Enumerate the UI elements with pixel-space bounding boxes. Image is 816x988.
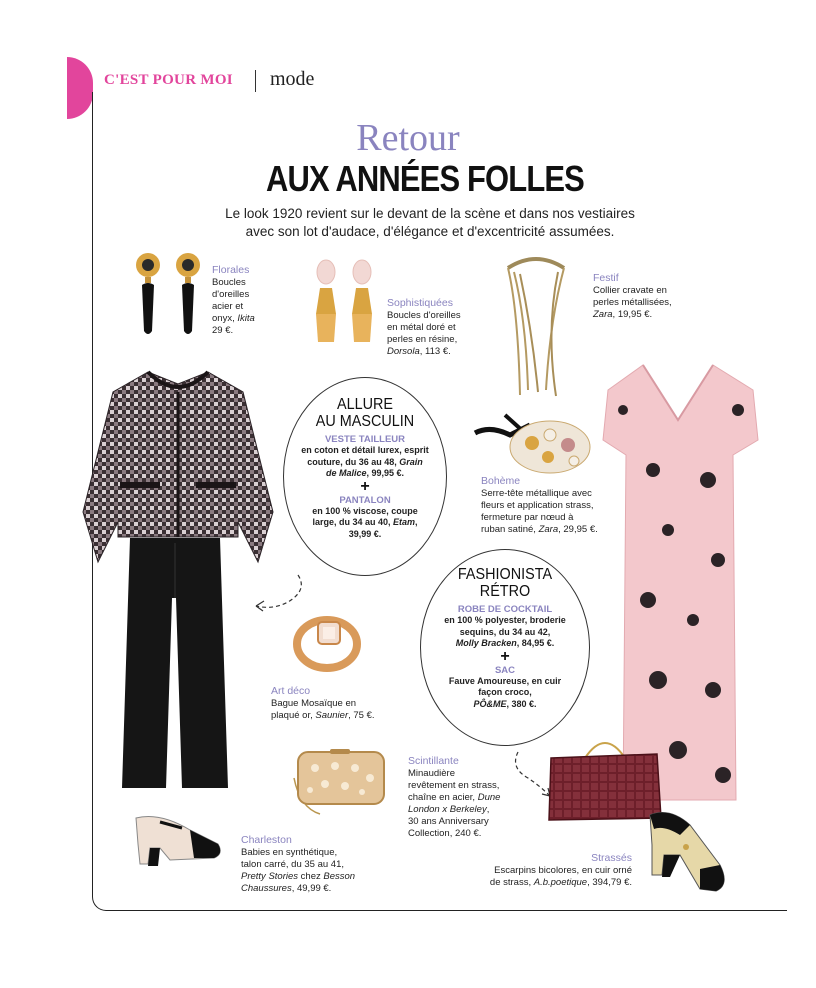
caption-florales: Florales Boucles d'oreilles acier et onyx, Ikita 29 €. — [212, 264, 255, 336]
brand: A.b.poetique — [533, 877, 588, 888]
brand: Pretty Stories — [241, 871, 299, 882]
product-name: Festif — [593, 272, 619, 284]
florales-earrings-image — [130, 245, 210, 340]
festif-necklace-image — [498, 250, 573, 400]
rubric-label: C'EST POUR MOI — [104, 72, 233, 88]
circle-fashionista-retro — [420, 549, 590, 746]
item-label: ROBE DE COCKTAIL — [457, 604, 553, 615]
brand: Zara — [593, 309, 613, 320]
product-name: Florales — [212, 264, 250, 276]
tweed-jacket-image — [78, 362, 278, 567]
rubric-divider — [255, 70, 256, 92]
brand: Dune — [477, 792, 501, 803]
sophistiquees-earrings-image — [310, 258, 380, 358]
intro-line-2: avec son lot d'audace, d'élégance et d'excentricité assumées. — [245, 224, 615, 239]
charleston-babies-image — [130, 808, 225, 868]
caption-art-deco: Art déco Bague Mosaïque en plaqué or, Saunier, 75 €. — [271, 685, 375, 721]
item-description: Fauve Amoureuse, en cuir façon croco, PÔ&ME, 380 €. — [448, 675, 562, 709]
caption-strasses: Strassés Escarpins bicolores, en cuir orné de strass, A.b.poetique, 394,79 €. — [472, 852, 632, 889]
section-tab-marker — [67, 57, 93, 119]
caption-sophistiquees: Sophistiquées Boucles d'oreilles en métal doré et perles en résine, Dorsola, 113 €. — [387, 297, 461, 357]
circle-allure-au-masculin — [283, 377, 447, 576]
product-name: Sophistiquées — [387, 297, 453, 309]
product-name: Bohème — [481, 475, 521, 487]
product-name: Art déco — [271, 685, 311, 697]
plus-sign: + — [360, 477, 370, 495]
item-description: en 100 % viscose, coupe large, du 34 au 40, Etam, 39,99 €. — [312, 505, 418, 539]
item-description: en coton et détail lurex, esprit couture, du 36 au 48, Grain de Malice, 99,95 €. — [301, 445, 429, 478]
dashed-arrow-pointer — [248, 570, 318, 615]
product-name: Scintillante — [408, 755, 459, 767]
brand: Zara — [538, 524, 559, 535]
boheme-headband-image — [470, 405, 595, 480]
caption-boheme: Bohème Serre-tête métallique avec fleurs et application strass, fermeture par nœud à ruban satiné, Zara, 29,95 €. — [481, 475, 598, 535]
brand: Ikita — [237, 313, 255, 324]
wide-trousers-image — [120, 538, 230, 793]
item-label: PANTALON — [339, 494, 391, 506]
plus-sign: + — [500, 647, 510, 665]
caption-charleston: Charleston Babies en synthétique, talon carré, du 35 au 41, Pretty Stories chez Besson Chaussures, 49,99 €. — [241, 834, 356, 894]
section-label: mode — [270, 68, 315, 90]
product-name: Strassés — [591, 852, 632, 864]
product-name: Charleston — [241, 834, 292, 846]
strasses-escarpins-image — [640, 805, 740, 900]
brand: Dorsola — [387, 346, 420, 357]
item-label: VESTE TAILLEUR — [324, 434, 406, 445]
headline-kicker: Retour — [356, 117, 460, 159]
brand: Besson — [323, 871, 356, 882]
circle-title-line-2: RÉTRO — [479, 583, 531, 600]
minaudiere-clutch-image — [290, 748, 390, 818]
brand: London x Berkeley — [408, 804, 487, 815]
brand: Saunier — [315, 710, 349, 721]
circle-title-line-2: AU MASCULIN — [315, 413, 415, 430]
headline: AUX ANNÉES FOLLES — [266, 158, 584, 199]
item-label: SAC — [494, 664, 516, 676]
circle-title-line-1: ALLURE — [336, 396, 394, 413]
brand: Chaussures — [241, 883, 292, 894]
circle-title-line-1: FASHIONISTA — [457, 566, 553, 583]
intro-text — [190, 205, 670, 241]
intro-line-1: Le look 1920 revient sur le devant de la scène et dans nos vestiaires — [225, 206, 635, 221]
art-deco-ring-image — [292, 612, 362, 672]
caption-scintillante: Scintillante Minaudière revêtement en strass, chaîne en acier, Dune London x Berkeley, 30 ans Anniversary Collection, 240 €. — [408, 755, 501, 839]
item-description: en 100 % polyester, broderie sequins, du 34 au 42, Molly Bracken, 84,95 €. — [444, 615, 566, 648]
caption-festif: Festif Collier cravate en perles métallisées, Zara, 19,95 €. — [593, 272, 672, 320]
